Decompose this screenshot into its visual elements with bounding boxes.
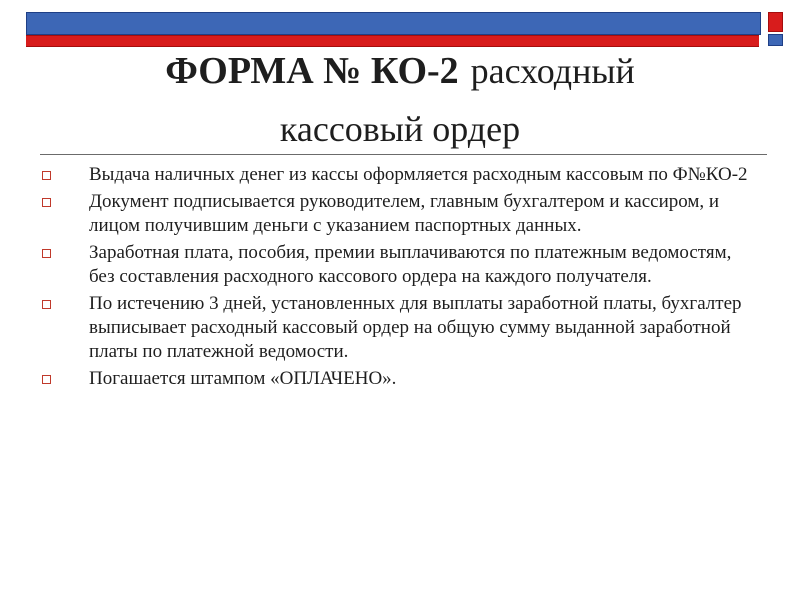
- title-bold-part: ФОРМА № КО-2: [165, 50, 459, 92]
- title-line-2: кассовый ордер: [279, 109, 521, 149]
- header-blue-bar: [26, 12, 761, 35]
- list-item-text: Документ подписывается руководителем, главным бухгалтером и кассиром, и лицом получившим деньги с указанием паспортных данных.: [89, 191, 720, 236]
- list-item: [40, 367, 760, 391]
- square-bullet-icon: [42, 300, 51, 309]
- corner-blue-square: [768, 34, 783, 46]
- list-item: [40, 292, 760, 364]
- slide-title: [40, 46, 760, 154]
- list-item-text: По истечению 3 дней, установленных для выплаты заработной платы, бухгалтер выписывает расходный кассовый ордер на общую сумму выданной заработной платы по платежной ведомости.: [89, 293, 742, 362]
- list-item: [40, 163, 760, 187]
- title-normal-part: расходный: [470, 51, 635, 91]
- square-bullet-icon: [42, 171, 51, 180]
- list-item-text: Погашается штампом «ОПЛАЧЕНО».: [89, 368, 397, 389]
- square-bullet-icon: [42, 375, 51, 384]
- bullet-list: [40, 163, 760, 394]
- title-divider: [40, 154, 767, 155]
- corner-red-square: [768, 12, 783, 32]
- list-item: [40, 241, 760, 289]
- square-bullet-icon: [42, 249, 51, 258]
- square-bullet-icon: [42, 198, 51, 207]
- list-item-text: Выдача наличных денег из кассы оформляется расходным кассовым по Ф№КО-2: [89, 164, 748, 185]
- list-item: [40, 190, 760, 238]
- list-item-text: Заработная плата, пособия, премии выплачиваются по платежным ведомостям, без составления расходного кассового ордера на каждого получателя.: [89, 242, 732, 287]
